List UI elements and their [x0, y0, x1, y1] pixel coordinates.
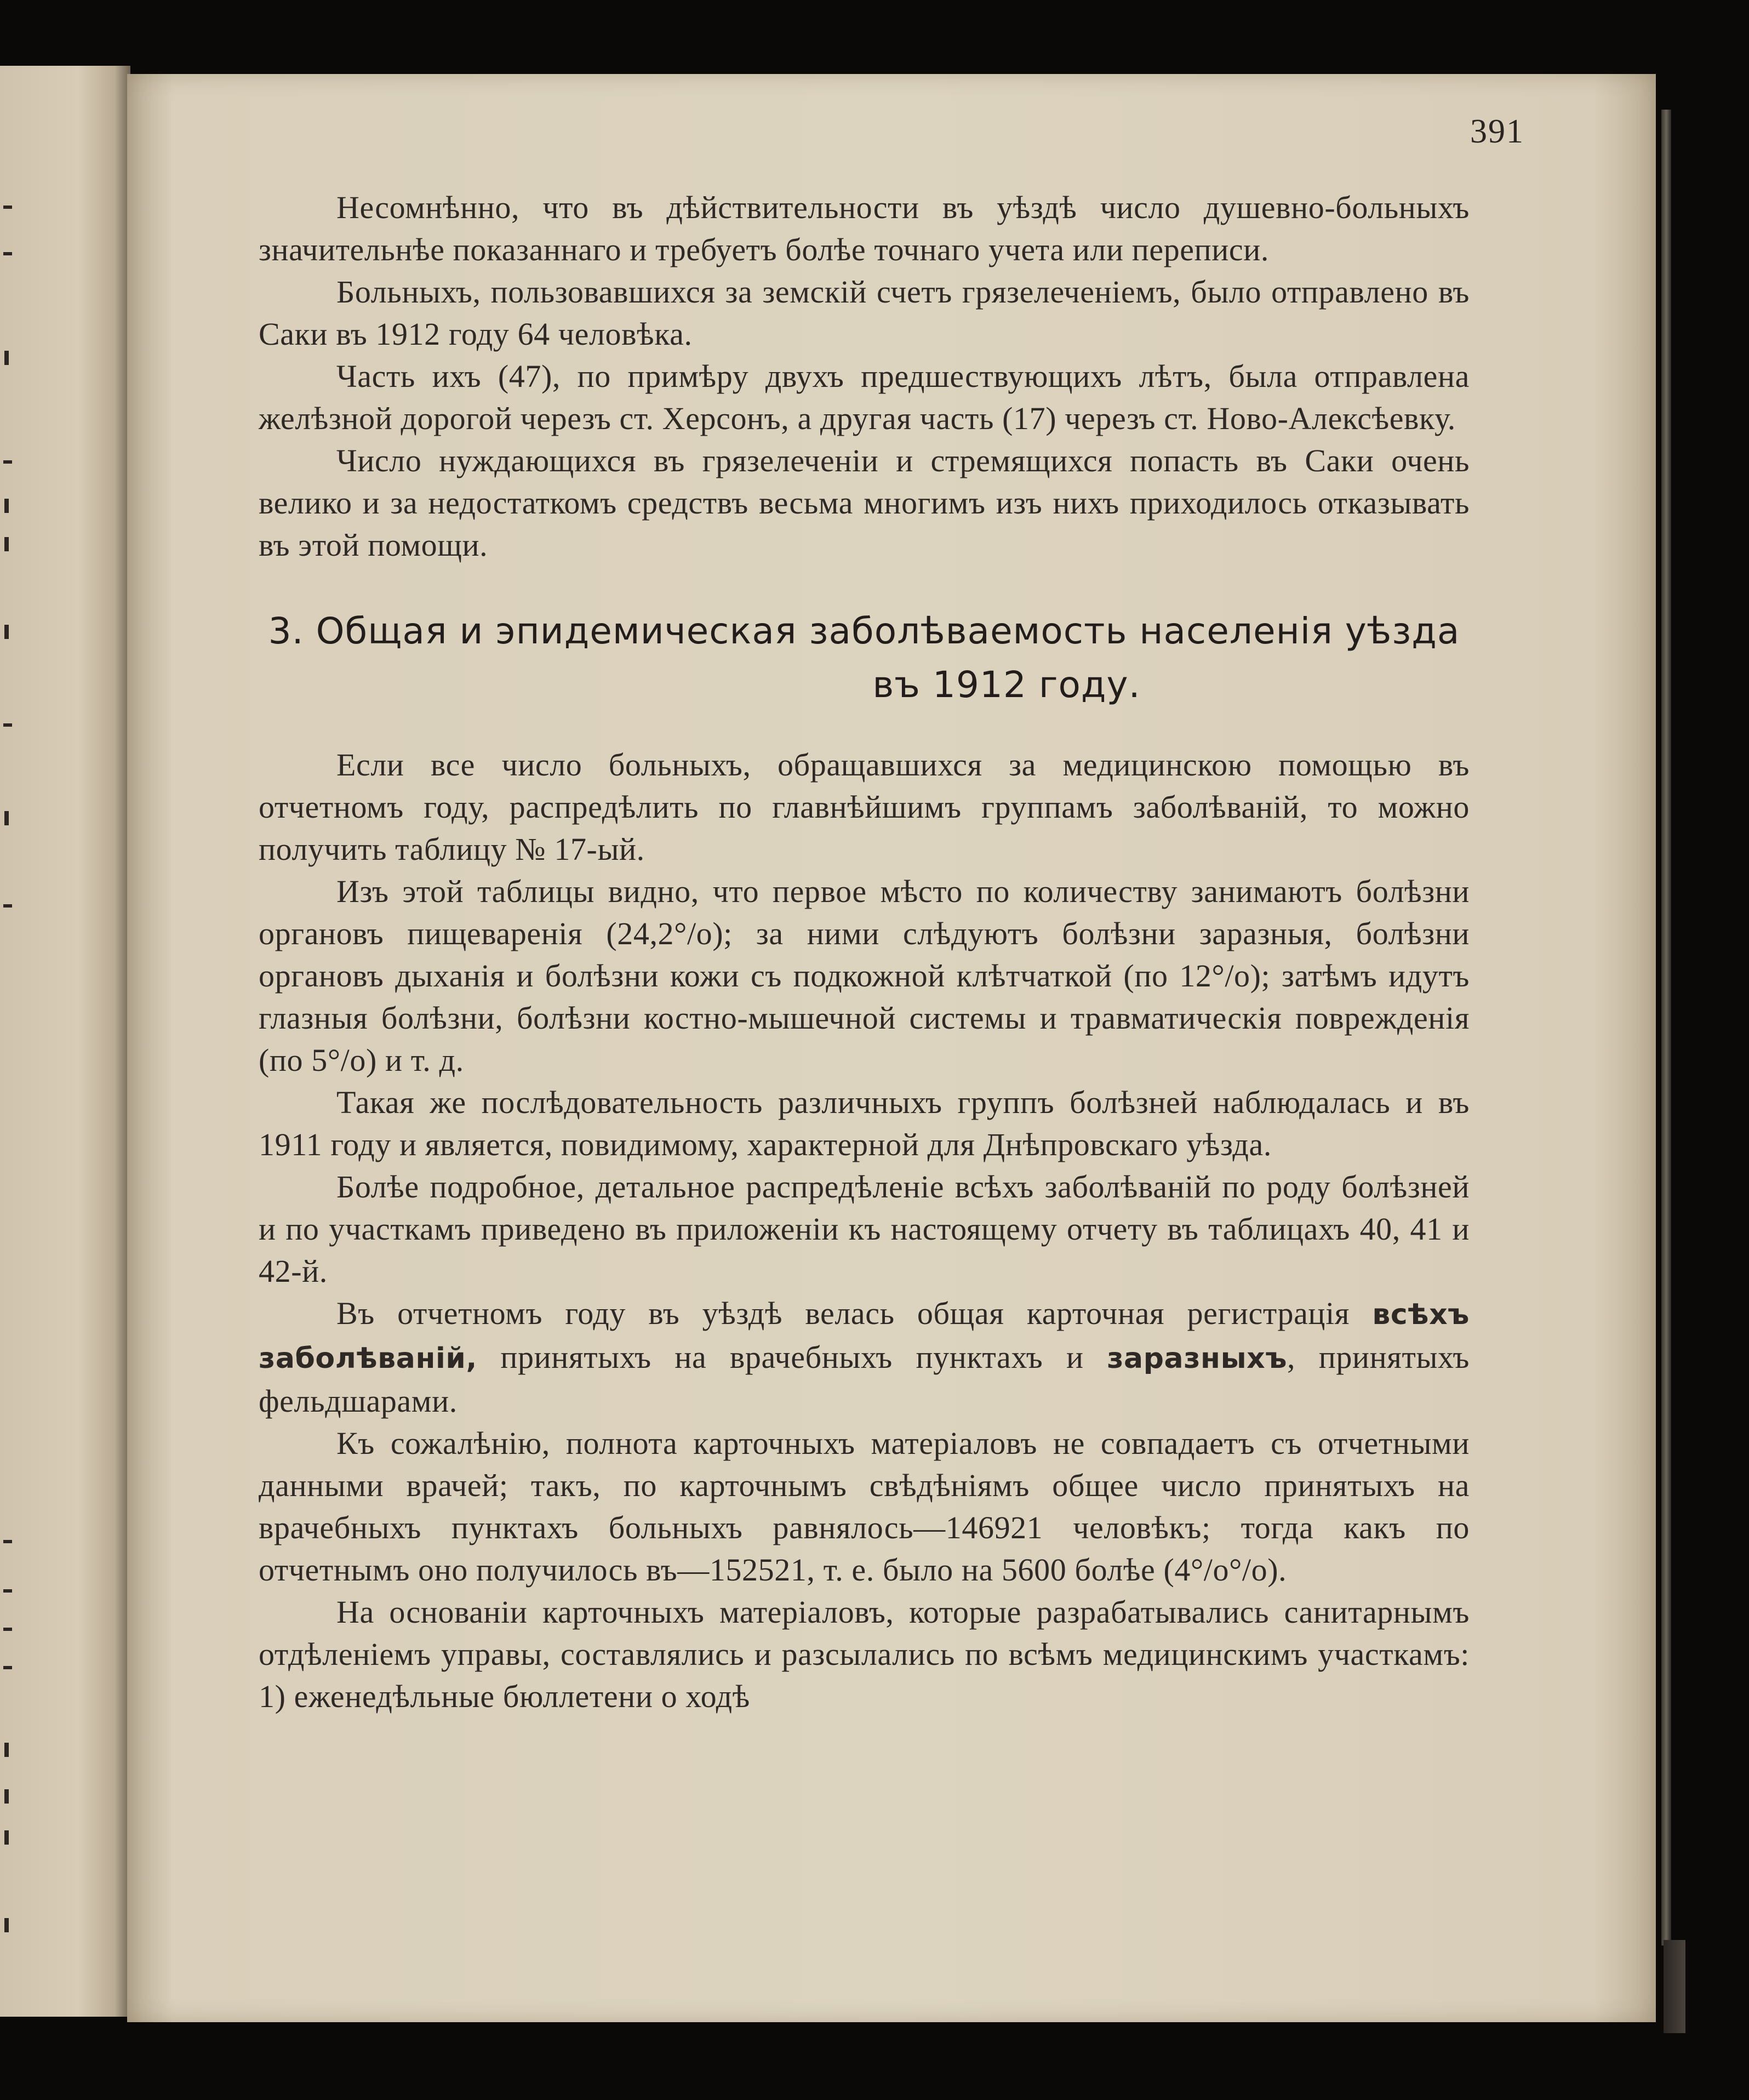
book-edge-corner	[1664, 1940, 1685, 2033]
paragraph: Несомнѣнно, что въ дѣйствительности въ уѣздѣ число душевно-больныхъ значительнѣе показаннаго и требуетъ болѣе точнаго учета или переписи.	[259, 190, 1470, 267]
emphasis-infectious: заразныхъ	[1107, 1342, 1288, 1375]
paragraph: Такая же послѣдовательность различныхъ группъ болѣзней наблюдалась и въ 1911 году и является, повидимому, характерной для Днѣпровскаго уѣзда.	[259, 1085, 1470, 1162]
facing-page-mark	[4, 625, 9, 639]
facing-page-mark	[4, 351, 9, 365]
facing-page	[0, 66, 130, 2017]
facing-page-mark	[3, 904, 12, 908]
page-body	[259, 186, 1470, 1717]
facing-page-mark	[4, 499, 9, 513]
registration-text: , принятыхъ фельдшарами.	[259, 1339, 1470, 1419]
registration-paragraph	[259, 1292, 1470, 1422]
facing-page-mark	[4, 1743, 9, 1757]
facing-page-mark	[3, 1589, 12, 1593]
section-heading-line2: въ 1912 году.	[872, 664, 1141, 706]
paragraph: Если все число больныхъ, обращавшихся за медицинскою помощью въ отчетномъ году, распредѣлить по главнѣйшимъ группамъ заболѣваній, то можно получить таблицу № 17-ый.	[259, 747, 1470, 867]
facing-page-mark	[3, 1628, 12, 1631]
section-heading-line1: 3. Общая и эпидемическая заболѣваемость населенія уѣзда	[268, 610, 1460, 652]
facing-page-mark	[3, 252, 12, 255]
paragraph: Изъ этой таблицы видно, что первое мѣсто по количеству занимаютъ болѣзни органовъ пищеваренія (24,2°/o); за ними слѣдуютъ болѣзни заразныя, болѣзни органовъ дыханія и болѣзни кожи съ подкожной клѣтчаткой (по 12°/o); затѣмъ идутъ глазныя болѣзни, болѣзни костно-мышечной системы и травматическія поврежденія (по 5°/o) и т. д.	[259, 874, 1470, 1078]
facing-page-mark	[3, 1540, 12, 1543]
facing-page-mark	[4, 537, 9, 551]
section-heading	[259, 604, 1470, 712]
emphasis-all-diseases: всѣхъ заболѣваній,	[259, 1298, 1470, 1375]
facing-page-mark	[3, 206, 12, 209]
paragraph: Больныхъ, пользовавшихся за земскій счетъ грязелеченіемъ, было отправлено въ Саки въ 1912 году 64 человѣка.	[259, 274, 1470, 352]
facing-page-mark	[4, 1789, 9, 1804]
page-number: 391	[1470, 113, 1524, 150]
facing-page-mark	[4, 1830, 9, 1845]
registration-text: Въ отчетномъ году въ уѣздѣ велась общая карточная регистрація	[336, 1296, 1373, 1331]
paragraph: На основаніи карточныхъ матеріаловъ, которые разрабатывались санитарнымъ отдѣленіемъ управы, составлялись и разсылались по всѣмъ медицинскимъ участкамъ: 1) еженедѣльные бюллетени о ходѣ	[259, 1594, 1470, 1714]
facing-page-mark	[3, 723, 12, 727]
book-page	[127, 74, 1656, 2022]
facing-page-mark	[3, 1666, 12, 1669]
facing-page-mark	[4, 811, 9, 825]
book-edge	[1661, 110, 1671, 1945]
registration-text: принятыхъ на врачебныхъ пунктахъ и	[477, 1339, 1107, 1375]
facing-page-mark	[4, 1918, 9, 1932]
paragraph: Болѣе подробное, детальное распредѣленіе всѣхъ заболѣваній по роду болѣзней и по участкамъ приведено въ приложеніи къ настоящему отчету въ таблицахъ 40, 41 и 42-й.	[259, 1169, 1470, 1289]
paragraph: Къ сожалѣнію, полнота карточныхъ матеріаловъ не совпадаетъ съ отчетными данными врачей; такъ, по карточнымъ свѣдѣніямъ общее число принятыхъ на врачебныхъ пунктахъ больныхъ равнялось—146921 человѣкъ; тогда какъ по отчетнымъ оно получилось въ—152521, т. е. было на 5600 болѣе (4°/o°/o).	[259, 1425, 1470, 1588]
paragraph: Часть ихъ (47), по примѣру двухъ предшествующихъ лѣтъ, была отправлена желѣзной дорогой черезъ ст. Херсонъ, а другая часть (17) черезъ ст. Ново-Алексѣевку.	[259, 358, 1470, 436]
facing-page-mark	[3, 460, 12, 464]
paragraph: Число нуждающихся въ грязелеченіи и стремящихся попасть въ Саки очень велико и за недостаткомъ средствъ весьма многимъ изъ нихъ приходилось отказывать въ этой помощи.	[259, 443, 1470, 563]
